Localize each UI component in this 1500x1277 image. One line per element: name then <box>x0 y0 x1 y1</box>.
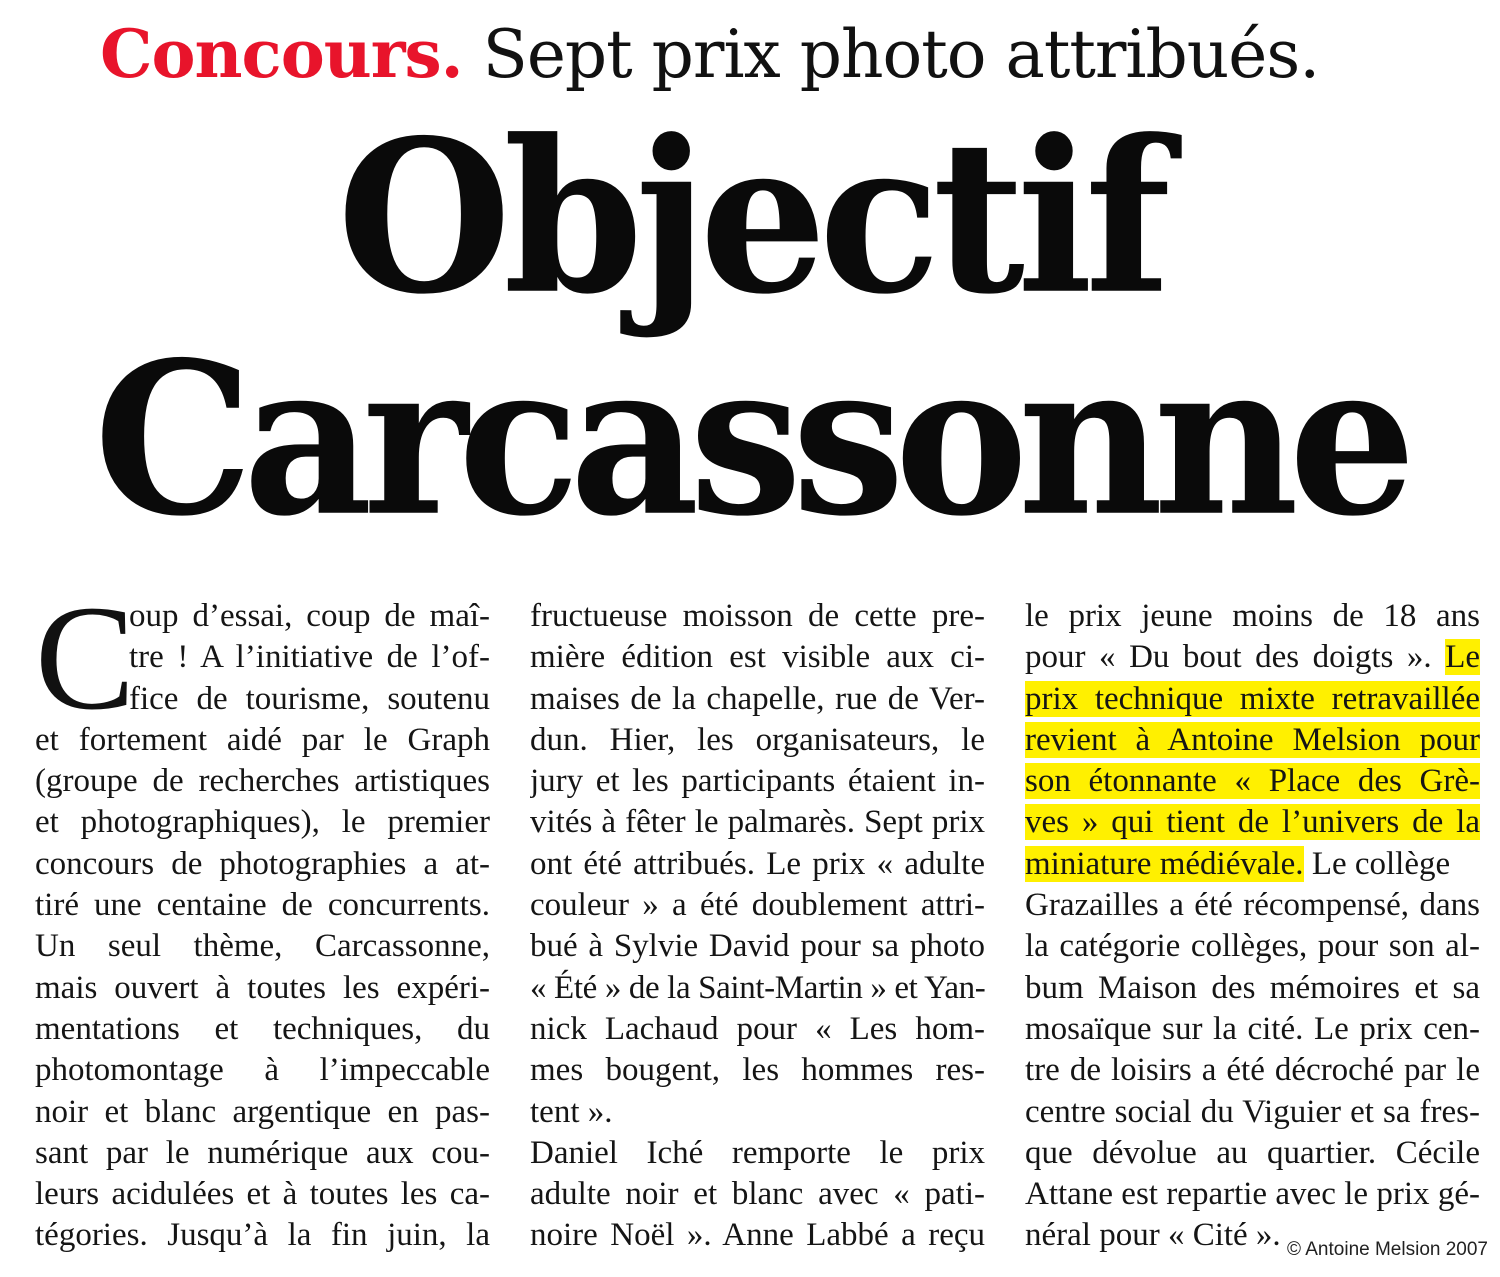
text-line: vités à fêter le palmarès. Sept prix <box>530 804 985 841</box>
text-line <box>1025 802 1480 843</box>
text-line: (groupe de recherches artistiques <box>35 763 490 800</box>
text-line: photomontage à l’impeccable <box>35 1052 490 1089</box>
text-line: couleur » a été doublement attri- <box>530 887 985 924</box>
text-line: Un seul thème, Carcassonne, <box>35 928 490 965</box>
kicker <box>100 12 1480 97</box>
text-line: tégories. Jusqu’à la fin juin, la <box>35 1217 490 1254</box>
text-line: tre ! A l’initiative de l’of- <box>129 639 490 676</box>
text-line: fructueuse moisson de cette pre- <box>530 598 985 634</box>
text-line: sant par le numérique aux cou- <box>35 1134 490 1171</box>
headline-line-1: Objectif <box>337 94 1163 342</box>
highlighted-text: miniature médiévale. <box>1025 845 1304 882</box>
text-line: tent ». <box>530 1093 613 1130</box>
text-line: jury et les participants étaient in- <box>530 763 985 800</box>
text-line: « Été » de la Saint-Martin » et Yan- <box>530 969 985 1006</box>
text-line: mes bougent, les hommes res- <box>530 1052 985 1089</box>
text-line: ont été attribués. Le prix « adulte <box>530 845 985 882</box>
text-line: dun. Hier, les organisateurs, le <box>530 721 985 758</box>
highlighted-text: Le <box>1445 639 1480 676</box>
text-line <box>1025 679 1480 720</box>
text-line: et fortement aidé par le Graph <box>35 721 490 758</box>
text-line: adulte noir et blanc avec « pati- <box>530 1176 985 1213</box>
text-line: et photographiques), le premier <box>35 804 490 841</box>
text-line: le prix jeune moins de 18 ans <box>1025 598 1480 634</box>
kicker-text: Sept prix photo attribués. <box>482 16 1320 93</box>
text-line <box>1025 761 1480 802</box>
text-line: bum Maison des mémoires et sa <box>1025 969 1480 1006</box>
text-line: Grazailles a été récompensé, dans <box>1025 887 1480 924</box>
text-line <box>1025 720 1480 761</box>
text-line: tiré une centaine de concurrents. <box>35 887 490 924</box>
text-segment: Le collège <box>1303 845 1451 882</box>
drop-cap: C <box>35 575 136 741</box>
text-line: bué à Sylvie David pour sa photo <box>530 928 985 965</box>
text-segment: pour « Du bout des doigts ». <box>1025 639 1446 676</box>
text-line: nick Lachaud pour « Les hom- <box>530 1010 985 1047</box>
text-line: concours de photographies a at- <box>35 845 490 882</box>
article-column-1 <box>35 575 490 1257</box>
text-line: néral pour « Cité ». <box>1025 1217 1281 1254</box>
text-line: mentations et techniques, du <box>35 1010 490 1047</box>
text-line: la catégorie collèges, pour son al- <box>1025 928 1480 965</box>
text-line: mière édition est visible aux ci- <box>530 639 985 676</box>
text-line: tre de loisirs a été décroché par le <box>1025 1052 1480 1089</box>
highlighted-text: son étonnante « Place des Grè- <box>1025 763 1480 800</box>
text-line: que dévolue au quartier. Cécile <box>1025 1134 1480 1171</box>
text-line: maises de la chapelle, rue de Ver- <box>530 680 985 717</box>
highlighted-text: prix technique mixte retravaillée <box>1025 680 1480 717</box>
text-line: mosaïque sur la cité. Le prix cen- <box>1025 1010 1480 1047</box>
highlighted-text: ves » qui tient de l’univers de la <box>1025 804 1480 841</box>
highlighted-text: revient à Antoine Melsion pour <box>1025 721 1480 758</box>
text-line: leurs acidulées et à toutes les ca- <box>35 1176 490 1213</box>
text-line: Daniel Iché remporte le prix <box>530 1134 985 1171</box>
photo-credit: © Antoine Melsion 2007 <box>1287 1239 1488 1260</box>
headline-line-2: Carcassonne <box>93 316 1407 564</box>
article-column-3 <box>1025 596 1480 1257</box>
article-column-2 <box>530 596 985 1257</box>
text-line <box>1025 637 1480 678</box>
text-line: fice de tourisme, soutenu <box>129 680 490 717</box>
text-line: centre social du Viguier et sa fres- <box>1025 1093 1480 1130</box>
text-line: Attane est repartie avec le prix gé- <box>1025 1176 1480 1213</box>
text-line: noire Noël ». Anne Labbé a reçu <box>530 1217 985 1254</box>
text-line: mais ouvert à toutes les expéri- <box>35 969 490 1006</box>
text-line <box>1025 844 1480 885</box>
text-line: noir et blanc argentique en pas- <box>35 1093 490 1130</box>
kicker-label: Concours. <box>100 15 463 93</box>
text-line: oup d’essai, coup de maî- <box>129 598 490 634</box>
